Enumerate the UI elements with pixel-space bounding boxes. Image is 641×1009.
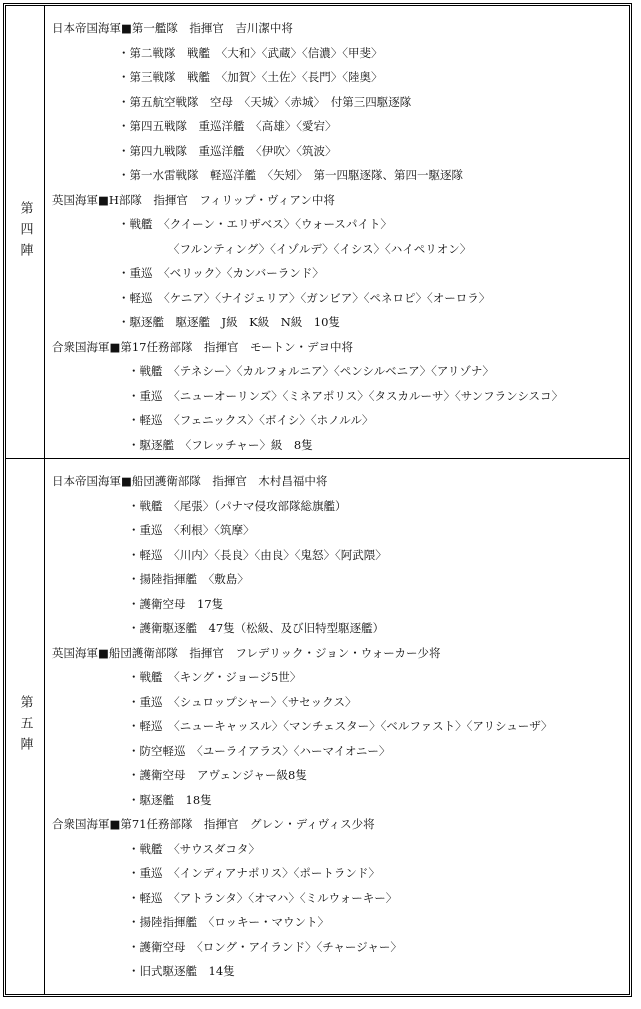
ship-entry-line: ・戦艦 〈サウスダコタ〉 bbox=[128, 841, 260, 856]
fleet-header-line: 合衆国海軍■第17任務部隊 指揮官 モートン・デヨ中将 bbox=[52, 339, 354, 354]
ship-entry-line: ・揚陸指揮艦 〈ロッキー・マウント〉 bbox=[128, 915, 330, 929]
ship-entry-line: ・駆逐艦 〈フレッチャー〉級 8隻 bbox=[128, 437, 313, 452]
ship-entry-line: ・戦艦 〈クイーン・エリザベス〉〈ウォースパイト〉 bbox=[118, 217, 392, 231]
ship-entry-line: ・軽巡 〈ニューキャッスル〉〈マンチェスター〉〈ベルファスト〉〈アリシューザ〉 bbox=[128, 719, 553, 733]
ship-entry-line: ・重巡 〈ニューオーリンズ〉〈ミネアポリス〉〈タスカルーサ〉〈サンフランシスコ〉 bbox=[128, 388, 563, 403]
ship-entry-line: ・軽巡 〈ケニア〉〈ナイジェリア〉〈ガンビア〉〈ペネロピ〉〈オーロラ〉 bbox=[118, 290, 491, 305]
ship-entry-line: ・第一水雷戦隊 軽巡洋艦 〈矢矧〉 第一四駆逐隊、第四一駆逐隊 bbox=[118, 168, 463, 182]
ship-entry-line: ・軽巡 〈フェニックス〉〈ボイシ〉〈ホノルル〉 bbox=[128, 413, 374, 427]
section-label-cell bbox=[6, 6, 45, 458]
ship-entry-line: ・護衛空母 〈ロング・アイランド〉〈チャージャー〉 bbox=[128, 939, 402, 954]
ship-entry-line: ・旧式駆逐艦 14隻 bbox=[128, 964, 235, 978]
fleet-header-line: 合衆国海軍■第71任務部隊 指揮官 グレン・ディヴィス少将 bbox=[52, 817, 375, 831]
section-label: 第四陣 bbox=[17, 200, 33, 264]
ship-entry-line: ・軽巡 〈川内〉〈長良〉〈由良〉〈鬼怒〉〈阿武隈〉 bbox=[128, 547, 387, 562]
fleet-header-line: 日本帝国海軍■船団護衛部隊 指揮官 木村昌福中将 bbox=[52, 474, 328, 488]
ship-entry-line: ・第四九戦隊 重巡洋艦 〈伊吹〉〈筑波〉 bbox=[118, 143, 337, 158]
ship-entry-line: ・第二戦隊 戦艦 〈大和〉〈武蔵〉〈信濃〉〈甲斐〉 bbox=[118, 45, 383, 60]
section-label: 第五陣 bbox=[17, 695, 33, 758]
ship-entry-line: ・戦艦 〈尾張〉（パナマ侵攻部隊総旗艦） bbox=[128, 498, 347, 513]
ship-entry-line: ・第三戦隊 戦艦 〈加賀〉〈土佐〉〈長門〉〈陸奥〉 bbox=[118, 70, 383, 84]
ship-entry-line: ・揚陸指揮艦 〈敷島〉 bbox=[128, 572, 249, 586]
section-fifth-wave bbox=[6, 459, 629, 994]
ship-entry-line: ・護衛駆逐艦 47隻（松級、及び旧特型駆逐艦） bbox=[128, 621, 385, 635]
ship-entry-line: ・重巡 〈シュロップシャー〉〈サセックス〉 bbox=[128, 694, 357, 709]
section-fourth-wave bbox=[6, 6, 629, 459]
ship-entry-line: ・駆逐艦 18隻 bbox=[128, 792, 212, 807]
ship-entry-line: ・重巡 〈インディアナポリス〉〈ポートランド〉 bbox=[128, 866, 380, 880]
fleet-table bbox=[3, 3, 632, 997]
ship-entry-line: ・護衛空母 17隻 bbox=[128, 596, 224, 611]
ship-entry-line: ・防空軽巡 〈ユーライアラス〉〈ハーマイオニー〉 bbox=[128, 743, 391, 758]
ship-entry-line: 〈フルンティング〉〈イゾルデ〉〈イシス〉〈ハイペリオン〉 bbox=[168, 241, 472, 256]
fleet-header-line: 英国海軍■H部隊 指揮官 フィリップ・ヴィアン中将 bbox=[52, 192, 335, 207]
ship-entry-line: ・戦艦 〈キング・ジョージ5世〉 bbox=[128, 670, 302, 684]
ship-entry-line: ・重巡 〈ベリック〉〈カンバーランド〉 bbox=[118, 266, 324, 280]
ship-entry-line: ・軽巡 〈アトランタ〉〈オマハ〉〈ミルウォーキー〉 bbox=[128, 890, 398, 905]
ship-entry-line: ・駆逐艦 駆逐艦 J級 K級 N級 10隻 bbox=[118, 315, 340, 329]
ship-entry-line: ・第四五戦隊 重巡洋艦 〈高雄〉〈愛宕〉 bbox=[118, 119, 337, 133]
ship-entry-line: ・戦艦 〈テネシー〉〈カルフォルニア〉〈ペンシルベニア〉〈アリゾナ〉 bbox=[128, 364, 494, 378]
ship-entry-line: ・第五航空戦隊 空母 〈天城〉〈赤城〉 付第三四駆逐隊 bbox=[118, 94, 412, 109]
section-content bbox=[52, 16, 629, 457]
ship-entry-line: ・重巡 〈利根〉〈筑摩〉 bbox=[128, 523, 255, 537]
fleet-header-line: 英国海軍■船団護衛部隊 指揮官 フレデリック・ジョン・ウォーカー少将 bbox=[52, 645, 441, 660]
fleet-header-line: 日本帝国海軍■第一艦隊 指揮官 吉川潔中将 bbox=[52, 21, 293, 35]
section-content bbox=[52, 469, 629, 984]
ship-entry-line: ・護衛空母 アヴェンジャー級8隻 bbox=[128, 768, 307, 782]
section-label-cell bbox=[6, 459, 45, 994]
